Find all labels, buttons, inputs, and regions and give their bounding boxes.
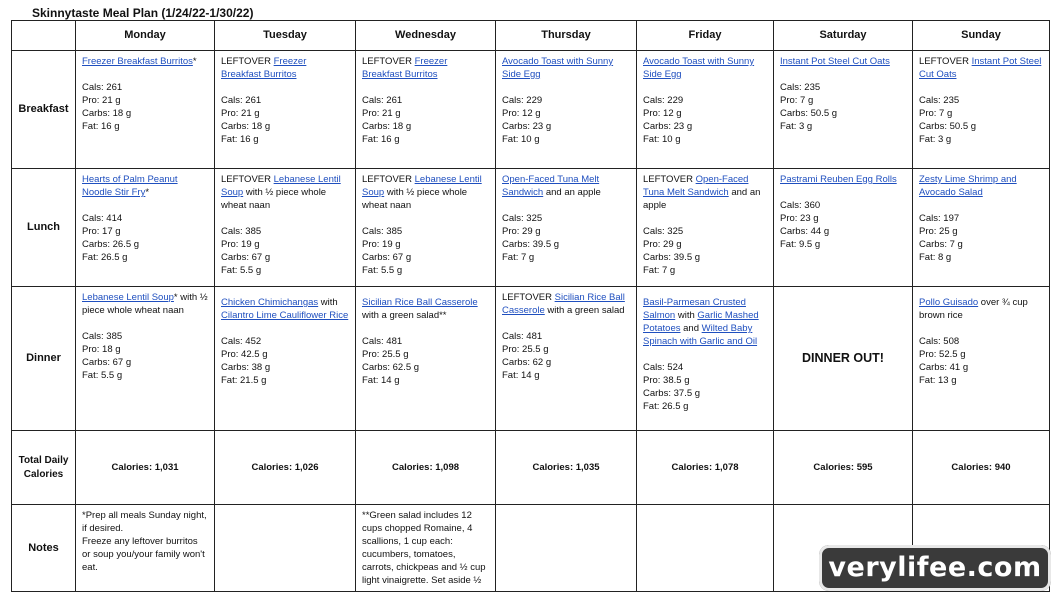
lunch-cell-friday: [637, 169, 774, 287]
recipe-link[interactable]: Lebanese Lentil Soup: [221, 174, 341, 198]
fat: Fat: 9.5 g: [780, 239, 821, 250]
breakfast-cell-wednesday: [356, 51, 496, 169]
protein: Pro: 18 g: [82, 344, 121, 355]
calories: Cals: 261: [362, 95, 403, 106]
carbs: Carbs: 38 g: [221, 362, 271, 373]
recipe-link[interactable]: Garlic Mashed Potatoes: [643, 310, 759, 334]
day-header-thursday: Thursday: [496, 21, 637, 51]
protein: Pro: 21 g: [221, 108, 260, 119]
fat: Fat: 3 g: [919, 134, 952, 145]
carbs: Carbs: 18 g: [362, 121, 412, 132]
carbs: Carbs: 44 g: [780, 226, 830, 237]
protein: Pro: 7 g: [780, 95, 814, 106]
calories: Cals: 325: [643, 226, 684, 237]
protein: Pro: 29 g: [643, 239, 682, 250]
protein: Pro: 52.5 g: [919, 349, 966, 360]
total-calories-saturday: Calories: 595: [774, 431, 913, 505]
total-calories-friday: Calories: 1,078: [637, 431, 774, 505]
recipe-link[interactable]: Basil-Parmesan Crusted Salmon: [643, 297, 746, 321]
calories: Cals: 197: [919, 213, 960, 224]
dinner-row: [12, 287, 1050, 431]
recipe-link[interactable]: Open-Faced Tuna Melt Sandwich: [643, 174, 749, 198]
protein: Pro: 12 g: [643, 108, 682, 119]
lunch-row: [12, 169, 1050, 287]
carbs: Carbs: 67 g: [221, 252, 271, 263]
protein: Pro: 19 g: [221, 239, 260, 250]
protein: Pro: 12 g: [502, 108, 541, 119]
meal-prefix: LEFTOVER: [362, 174, 415, 185]
protein: Pro: 25.5 g: [502, 344, 549, 355]
carbs: Carbs: 41 g: [919, 362, 969, 373]
recipe-link[interactable]: Freezer Breakfast Burritos: [221, 56, 307, 80]
meal-suffix: with a green salad: [544, 305, 625, 316]
calories: Cals: 508: [919, 336, 960, 347]
recipe-link[interactable]: Wilted Baby Spinach with Garlic and Oil: [643, 323, 758, 347]
dinner-cell-friday: [637, 287, 774, 431]
carbs: Carbs: 62.5 g: [362, 362, 420, 373]
lunch-cell-monday: [76, 169, 215, 287]
dinner-cell-saturday: DINNER OUT!: [774, 287, 913, 431]
dinner-cell-thursday: [496, 287, 637, 431]
meal-suffix: * with ½ piece whole wheat naan: [82, 292, 208, 316]
breakfast-cell-sunday: [913, 51, 1050, 169]
meal-suffix: and an apple: [543, 187, 601, 198]
day-header-sunday: Sunday: [913, 21, 1050, 51]
page-title: Skinnytaste Meal Plan (1/24/22-1/30/22): [32, 6, 254, 20]
carbs: Carbs: 50.5 g: [919, 121, 977, 132]
meal-connector: with: [318, 297, 338, 308]
calories: Cals: 325: [502, 213, 543, 224]
fat: Fat: 26.5 g: [643, 401, 689, 412]
row-label-total: Total Daily Calories: [12, 431, 76, 505]
fat: Fat: 5.5 g: [82, 370, 123, 381]
carbs: Carbs: 23 g: [643, 121, 693, 132]
fat: Fat: 26.5 g: [82, 252, 128, 263]
carbs: Carbs: 23 g: [502, 121, 552, 132]
meal-suffix: *: [145, 187, 150, 198]
calories: Cals: 452: [221, 336, 262, 347]
recipe-link[interactable]: Zesty Lime Shrimp and Avocado Salad: [919, 174, 1017, 198]
total-calories-sunday: Calories: 940: [913, 431, 1050, 505]
calories: Cals: 261: [221, 95, 262, 106]
meal-suffix: *: [192, 56, 197, 67]
fat: Fat: 16 g: [362, 134, 400, 145]
lunch-cell-tuesday: [215, 169, 356, 287]
calories: Cals: 235: [919, 95, 960, 106]
protein: Pro: 38.5 g: [643, 375, 690, 386]
carbs: Carbs: 37.5 g: [643, 388, 701, 399]
recipe-link[interactable]: Sicilian Rice Ball Casserole: [362, 297, 478, 308]
meal-prefix: LEFTOVER: [221, 174, 274, 185]
calories: Cals: 360: [780, 200, 821, 211]
carbs: Carbs: 50.5 g: [780, 108, 838, 119]
row-label-notes: Notes: [12, 505, 76, 592]
carbs: Carbs: 62 g: [502, 357, 552, 368]
recipe-link[interactable]: Hearts of Palm Peanut Noodle Stir Fry: [82, 174, 178, 198]
notes-cell-tuesday: [215, 505, 356, 592]
total-row: [12, 431, 1050, 505]
calories: Cals: 229: [643, 95, 684, 106]
meal-prefix: LEFTOVER: [502, 292, 555, 303]
calories: Cals: 385: [221, 226, 262, 237]
protein: Pro: 25 g: [919, 226, 958, 237]
fat: Fat: 7 g: [502, 252, 535, 263]
total-calories-monday: Calories: 1,031: [76, 431, 215, 505]
meal-prefix: LEFTOVER: [221, 56, 274, 67]
notes-cell-wednesday: **Green salad includes 12 cups chopped Romaine, 4 scallions, 1 cup each: cucumbers, tomatoes, carrots, chickpeas and ½ cup light vinaigrette. Set aside ½: [356, 505, 496, 592]
total-calories-tuesday: Calories: 1,026: [215, 431, 356, 505]
protein: Pro: 17 g: [82, 226, 121, 237]
recipe-link[interactable]: Cilantro Lime Cauliflower Rice: [221, 310, 349, 321]
total-calories-thursday: Calories: 1,035: [496, 431, 637, 505]
row-label-breakfast: Breakfast: [12, 51, 76, 169]
calories: Cals: 229: [502, 95, 543, 106]
day-header-saturday: Saturday: [774, 21, 913, 51]
total-calories-wednesday: Calories: 1,098: [356, 431, 496, 505]
day-header-wednesday: Wednesday: [356, 21, 496, 51]
meal-prefix: LEFTOVER: [919, 56, 972, 67]
protein: Pro: 25.5 g: [362, 349, 409, 360]
carbs: Carbs: 7 g: [919, 239, 963, 250]
carbs: Carbs: 18 g: [221, 121, 271, 132]
dinner-cell-sunday: [913, 287, 1050, 431]
recipe-link[interactable]: Instant Pot Steel Cut Oats: [780, 56, 890, 67]
fat: Fat: 10 g: [643, 134, 681, 145]
calories: Cals: 481: [362, 336, 403, 347]
breakfast-cell-friday: [637, 51, 774, 169]
recipe-link[interactable]: Instant Pot Steel Cut Oats: [919, 56, 1042, 80]
calories: Cals: 235: [780, 82, 821, 93]
recipe-link[interactable]: Avocado Toast with Sunny Side Egg: [502, 56, 614, 80]
dinner-cell-wednesday: [356, 287, 496, 431]
recipe-link[interactable]: Freezer Breakfast Burritos: [82, 56, 193, 67]
breakfast-cell-thursday: [496, 51, 637, 169]
fat: Fat: 5.5 g: [362, 265, 403, 276]
protein: Pro: 42.5 g: [221, 349, 268, 360]
protein: Pro: 21 g: [362, 108, 401, 119]
lunch-cell-sunday: [913, 169, 1050, 287]
day-header-friday: Friday: [637, 21, 774, 51]
day-header-monday: Monday: [76, 21, 215, 51]
watermark-logo: verylifee.com: [819, 545, 1051, 591]
lunch-cell-thursday: [496, 169, 637, 287]
meal-suffix: with ½ piece whole wheat naan: [221, 187, 327, 211]
calories: Cals: 385: [362, 226, 403, 237]
meal-suffix: with ½ piece whole wheat naan: [362, 187, 468, 211]
protein: Pro: 7 g: [919, 108, 953, 119]
protein: Pro: 19 g: [362, 239, 401, 250]
meal-plan-table: [11, 20, 1050, 592]
fat: Fat: 10 g: [502, 134, 540, 145]
notes-cell-thursday: [496, 505, 637, 592]
breakfast-cell-monday: [76, 51, 215, 169]
calories: Cals: 481: [502, 331, 543, 342]
recipe-link[interactable]: Pastrami Reuben Egg Rolls: [780, 174, 897, 185]
notes-cell-monday: *Prep all meals Sunday night, if desired. Freeze any leftover burritos or soup you/your family won't eat.: [76, 505, 215, 592]
recipe-link[interactable]: Pollo Guisado: [919, 297, 979, 308]
calories: Cals: 385: [82, 331, 123, 342]
carbs: Carbs: 26.5 g: [82, 239, 140, 250]
fat: Fat: 8 g: [919, 252, 952, 263]
recipe-link[interactable]: Freezer Breakfast Burritos: [362, 56, 448, 80]
meal-prefix: LEFTOVER: [643, 174, 696, 185]
protein: Pro: 21 g: [82, 95, 121, 106]
breakfast-cell-saturday: [774, 51, 913, 169]
fat: Fat: 21.5 g: [221, 375, 267, 386]
meal-connector: with: [675, 310, 698, 321]
recipe-link[interactable]: Avocado Toast with Sunny Side Egg: [643, 56, 755, 80]
recipe-link[interactable]: Chicken Chimichangas: [221, 297, 319, 308]
fat: Fat: 3 g: [780, 121, 813, 132]
header-row: [12, 21, 1050, 51]
carbs: Carbs: 39.5 g: [502, 239, 560, 250]
recipe-link[interactable]: Lebanese Lentil Soup: [82, 292, 174, 303]
carbs: Carbs: 39.5 g: [643, 252, 701, 263]
carbs: Carbs: 67 g: [362, 252, 412, 263]
meal-suffix: and an apple: [643, 187, 761, 211]
meal-prefix: LEFTOVER: [362, 56, 415, 67]
dinner-cell-tuesday: [215, 287, 356, 431]
meal-suffix: over ¾ cup brown rice: [919, 297, 1028, 321]
lunch-cell-wednesday: [356, 169, 496, 287]
breakfast-cell-tuesday: [215, 51, 356, 169]
fat: Fat: 14 g: [362, 375, 400, 386]
breakfast-row: [12, 51, 1050, 169]
protein: Pro: 23 g: [780, 213, 819, 224]
calories: Cals: 261: [82, 82, 123, 93]
calories: Cals: 414: [82, 213, 123, 224]
fat: Fat: 13 g: [919, 375, 957, 386]
row-label-dinner: Dinner: [12, 287, 76, 431]
fat: Fat: 5.5 g: [221, 265, 262, 276]
corner-cell: [12, 21, 76, 51]
fat: Fat: 16 g: [221, 134, 259, 145]
notes-cell-friday: [637, 505, 774, 592]
calories: Cals: 524: [643, 362, 684, 373]
lunch-cell-saturday: [774, 169, 913, 287]
meal-suffix: with a green salad**: [362, 310, 447, 321]
recipe-link[interactable]: Sicilian Rice Ball Casserole: [502, 292, 625, 316]
recipe-link[interactable]: Open-Faced Tuna Melt Sandwich: [502, 174, 600, 198]
recipe-link[interactable]: Lebanese Lentil Soup: [362, 174, 482, 198]
dinner-cell-monday: [76, 287, 215, 431]
fat: Fat: 14 g: [502, 370, 540, 381]
carbs: Carbs: 67 g: [82, 357, 132, 368]
day-header-tuesday: Tuesday: [215, 21, 356, 51]
fat: Fat: 16 g: [82, 121, 120, 132]
row-label-lunch: Lunch: [12, 169, 76, 287]
fat: Fat: 7 g: [643, 265, 676, 276]
protein: Pro: 29 g: [502, 226, 541, 237]
meal-connector: and: [680, 323, 702, 334]
carbs: Carbs: 18 g: [82, 108, 132, 119]
